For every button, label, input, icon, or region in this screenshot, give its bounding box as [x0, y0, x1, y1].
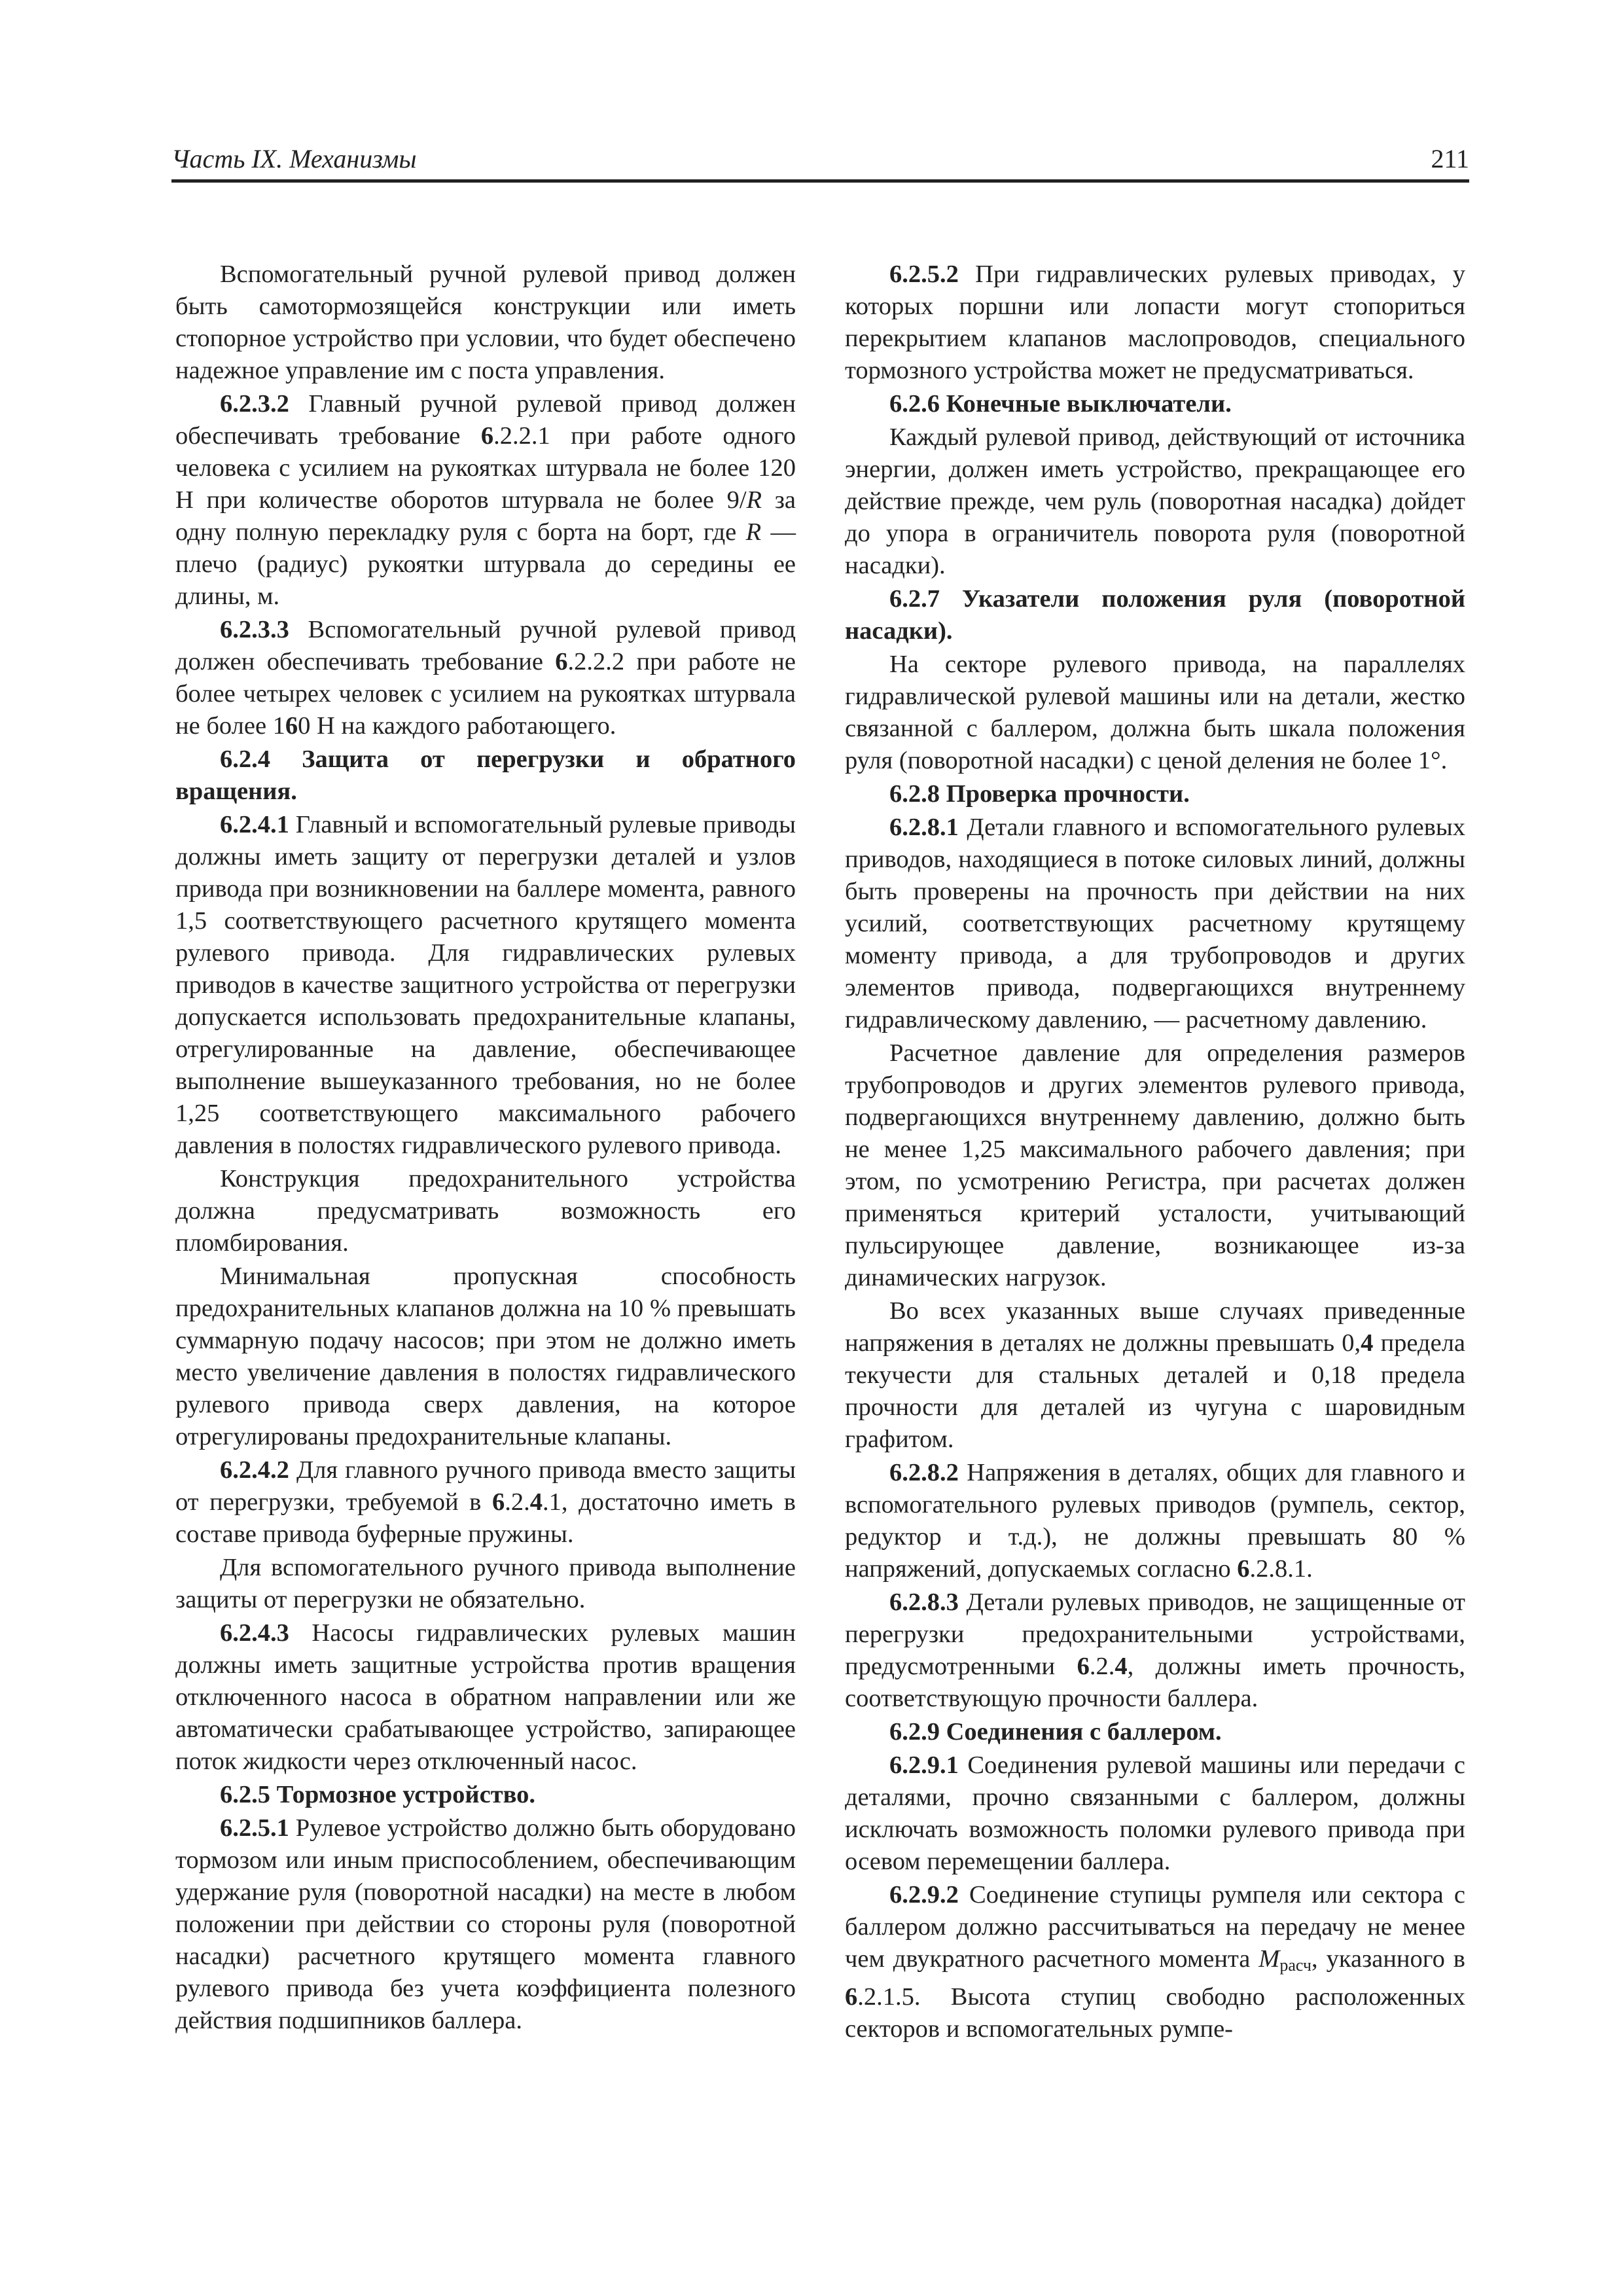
paragraph [845, 1587, 1465, 1715]
clause-number: 6.2.5.1 [220, 1814, 289, 1842]
clause-number: 6.2.8.3 [889, 1588, 959, 1616]
ref-bold: 4 [1115, 1653, 1128, 1680]
page-header [171, 140, 1469, 183]
section-heading [845, 1716, 1465, 1748]
text-run: Во всех указанных выше случаях приведенные напряжения в деталях не должны превышать 0, [845, 1297, 1465, 1357]
ref-bold: 6 [480, 422, 494, 450]
text-run: При гидравлических рулевых приводах, у которых поршни или лопасти могут стопориться перекрытием клапанов маслопроводов, специального тормозного устройства может не предусматриваться. [845, 260, 1465, 384]
text-run: , указанного в [1311, 1945, 1465, 1973]
paragraph: Расчетное давление для определения размеров трубопроводов и других элементов рулевого привода, подвергающихся внутреннему давлению, должно быть не менее 1,25 максимального рабочего давления; при этом, по усмотрению Регистра, при расчетах должен применяться критерий усталости, учитывающий пульсирующее давление, возникающее из-за динамических нагрузок. [845, 1039, 1465, 1291]
paragraph [845, 1295, 1465, 1456]
heading-text: 6.2.8 Проверка прочности. [889, 780, 1190, 808]
ref-bold: 4 [529, 1488, 543, 1516]
section-heading [175, 1779, 796, 1811]
paragraph [845, 1879, 1465, 2045]
clause-number: 6.2.4.1 [220, 811, 289, 838]
paragraph [175, 1617, 796, 1778]
text-run: Насосы гидравлических рулевых машин должны иметь защитные устройства против вращения отключенного насоса в обратном направлении или же автоматически срабатывающее устройство, запирающее поток жидкости через отключенный насос. [175, 1619, 796, 1775]
section-heading [845, 778, 1465, 810]
paragraph: Каждый рулевой привод, действующий от источника энергии, должен иметь устройство, прекращающее его действие прежде, чем руль (поворотная насадка) дойдет до упора в ограничитель поворота руля (поворотной насадки). [845, 423, 1465, 579]
text-run: .2. [505, 1488, 530, 1516]
ref-bold: 6 [1077, 1653, 1090, 1680]
paragraph: Конструкция предохранительного устройства должна предусматривать возможность его пломбирования. [175, 1165, 796, 1257]
clause-number: 6.2.4.2 [220, 1456, 289, 1484]
text-run: Вспомогательный ручной рулевой привод должен обеспечивать требование [175, 616, 796, 675]
text-run: Главный ручной рулевой привод должен обеспечивать требование [175, 390, 796, 450]
text-run: 0 Н на каждого работающего. [298, 712, 616, 740]
clause-number: 6.2.9.1 [889, 1751, 959, 1779]
text-run: .1, достаточно иметь в составе привода буферные пружины. [175, 1488, 796, 1548]
ref-bold: 6 [555, 648, 568, 675]
text-run: .2.1.5. Высота ступиц свободно расположенных секторов и вспомогательных румпе- [845, 1983, 1465, 2043]
section-heading [175, 744, 796, 808]
text-run: .2.8.1. [1249, 1555, 1313, 1583]
paragraph [845, 1457, 1465, 1585]
text-run: Напряжения в деталях, общих для главного и вспомогательного рулевых приводов (румпель, сектор, редуктор и т.д.), не должны превышать 80 % напряжений, допускаемых согласно [845, 1459, 1465, 1583]
section-heading [845, 583, 1465, 647]
page-number: 211 [1431, 144, 1469, 173]
clause-number: 6.2.3.3 [220, 616, 289, 643]
clause-number: 6.2.3.2 [220, 390, 289, 418]
left-column [175, 259, 796, 2038]
clause-number: 6.2.9.2 [889, 1881, 959, 1909]
text-run: предела текучести для стальных деталей и 0,18 предела прочности для деталей из чугуна с шаровидным графитом. [845, 1329, 1465, 1453]
ref-bold: 6 [491, 1488, 505, 1516]
paragraph [175, 1812, 796, 2037]
heading-text: 6.2.5 Тормозное устройство. [220, 1781, 536, 1808]
text-run: Для главного ручного привода вместо защиты от перегрузки, требуемой в [175, 1456, 796, 1516]
clause-number: 6.2.8.1 [889, 814, 959, 841]
paragraph: Вспомогательный ручной рулевой привод должен быть самотормозящейся конструкции или иметь стопорное устройство при условии, что будет обеспечено надежное управление им с поста управления. [175, 260, 796, 384]
text-run: Рулевое устройство должно быть оборудовано тормозом или иным приспособлением, обеспечивающим удержание руля (поворотной насадки) на месте в любом положении при действии со стороны руля (поворотной насадки) расчетного крутящего момента главного рулевого привода без учета коэффициента полезного действия подшипников баллера. [175, 1814, 796, 2034]
text-run: Детали рулевых приводов, не защищенные от перегрузки предохранительными устройствами, предусмотренными [845, 1588, 1465, 1680]
ref-bold: 6 [285, 712, 298, 740]
paragraph [845, 812, 1465, 1036]
paragraph: Минимальная пропускная способность предохранительных клапанов должна на 10 % превышать суммарную подачу насосов; при этом не должно иметь место увеличение давления в полостях гидравлического рулевого привода сверх давления, на которое отрегулированы предохранительные клапаны. [175, 1263, 796, 1450]
math-variable: R [745, 518, 762, 546]
text-run: Соединение ступицы румпеля или сектора с баллером должно рассчитываться на передачу не менее чем двукратного расчетного момента [845, 1881, 1465, 1973]
paragraph [845, 1749, 1465, 1878]
running-title: Часть IX. Механизмы [171, 144, 417, 173]
clause-number: 6.2.5.2 [889, 260, 959, 288]
math-variable: M [1258, 1945, 1280, 1973]
math-variable: R [746, 486, 762, 514]
text-run: .2.2.2 при работе не более четырех человек с усилием на рукоятках штурвала не более 1 [175, 648, 796, 740]
ref-bold: 6 [845, 1983, 858, 2011]
heading-text: 6.2.4 Защита от перегрузки и обратного вращения. [175, 745, 796, 805]
clause-number: 6.2.8.2 [889, 1459, 959, 1486]
ref-bold: 6 [1237, 1555, 1250, 1583]
paragraph [845, 259, 1465, 387]
heading-text: 6.2.7 Указатели положения руля (поворотной насадки). [845, 585, 1465, 645]
paragraph [175, 1454, 796, 1551]
section-heading [845, 388, 1465, 420]
paragraph [175, 614, 796, 742]
heading-text: 6.2.6 Конечные выключатели. [889, 390, 1232, 418]
paragraph: На секторе рулевого привода, на параллелях гидравлической рулевой машины или на детали, жестко связанной с баллером, должна быть шкала положения руля (поворотной насадки) с ценой деления не более 1°. [845, 651, 1465, 774]
paragraph [175, 809, 796, 1162]
paragraph [175, 388, 796, 613]
heading-text: 6.2.9 Соединения с баллером. [889, 1718, 1222, 1746]
text-run: Главный и вспомогательный рулевые приводы должны иметь защиту от перегрузки деталей и узлов привода при возникновении на баллере момента, равного 1,5 соответствующего расчетного крутящего момента рулевого привода. Для гидравлических рулевых приводов в качестве защитного устройства от перегрузки допускается использовать предохранительные клапаны, отрегулированные на давление, обеспечивающее выполнение вышеуказанного требования, но не более 1,25 соответствующего максимального рабочего давления в полостях гидравлического рулевого привода. [175, 811, 796, 1159]
text-run: , должны иметь прочность, соответствующую прочности баллера. [845, 1653, 1465, 1712]
paragraph: Для вспомогательного ручного привода выполнение защиты от перегрузки не обязательно. [175, 1554, 796, 1613]
text-run: — плечо (радиус) рукоятки штурвала до середины ее длины, м. [175, 518, 796, 610]
right-column [845, 259, 1465, 2047]
ref-bold: 4 [1361, 1329, 1374, 1357]
text-run: Соединения рулевой машины или передачи с деталями, прочно связанными с баллером, должны исключать возможность поломки рулевого привода при осевом перемещении баллера. [845, 1751, 1465, 1875]
text-run: .2.2.1 при работе одного человека с усилием на рукоятках штурвала не более 120 Н при количестве оборотов штурвала не более 9/ [175, 422, 796, 514]
clause-number: 6.2.4.3 [220, 1619, 289, 1647]
text-run: .2. [1089, 1653, 1115, 1680]
text-run: Детали главного и вспомогательного рулевых приводов, находящиеся в потоке силовых линий, должны быть проверены на прочность при действии на них усилий, соответствующих расчетному крутящему моменту привода, а для трубопроводов и других элементов привода, подвергающихся внутреннему гидравлическому давлению, — расчетному давлению. [845, 814, 1465, 1033]
math-subscript: расч [1279, 1956, 1311, 1975]
text-run: за одну полную перекладку руля с борта на борт, где [175, 486, 796, 546]
